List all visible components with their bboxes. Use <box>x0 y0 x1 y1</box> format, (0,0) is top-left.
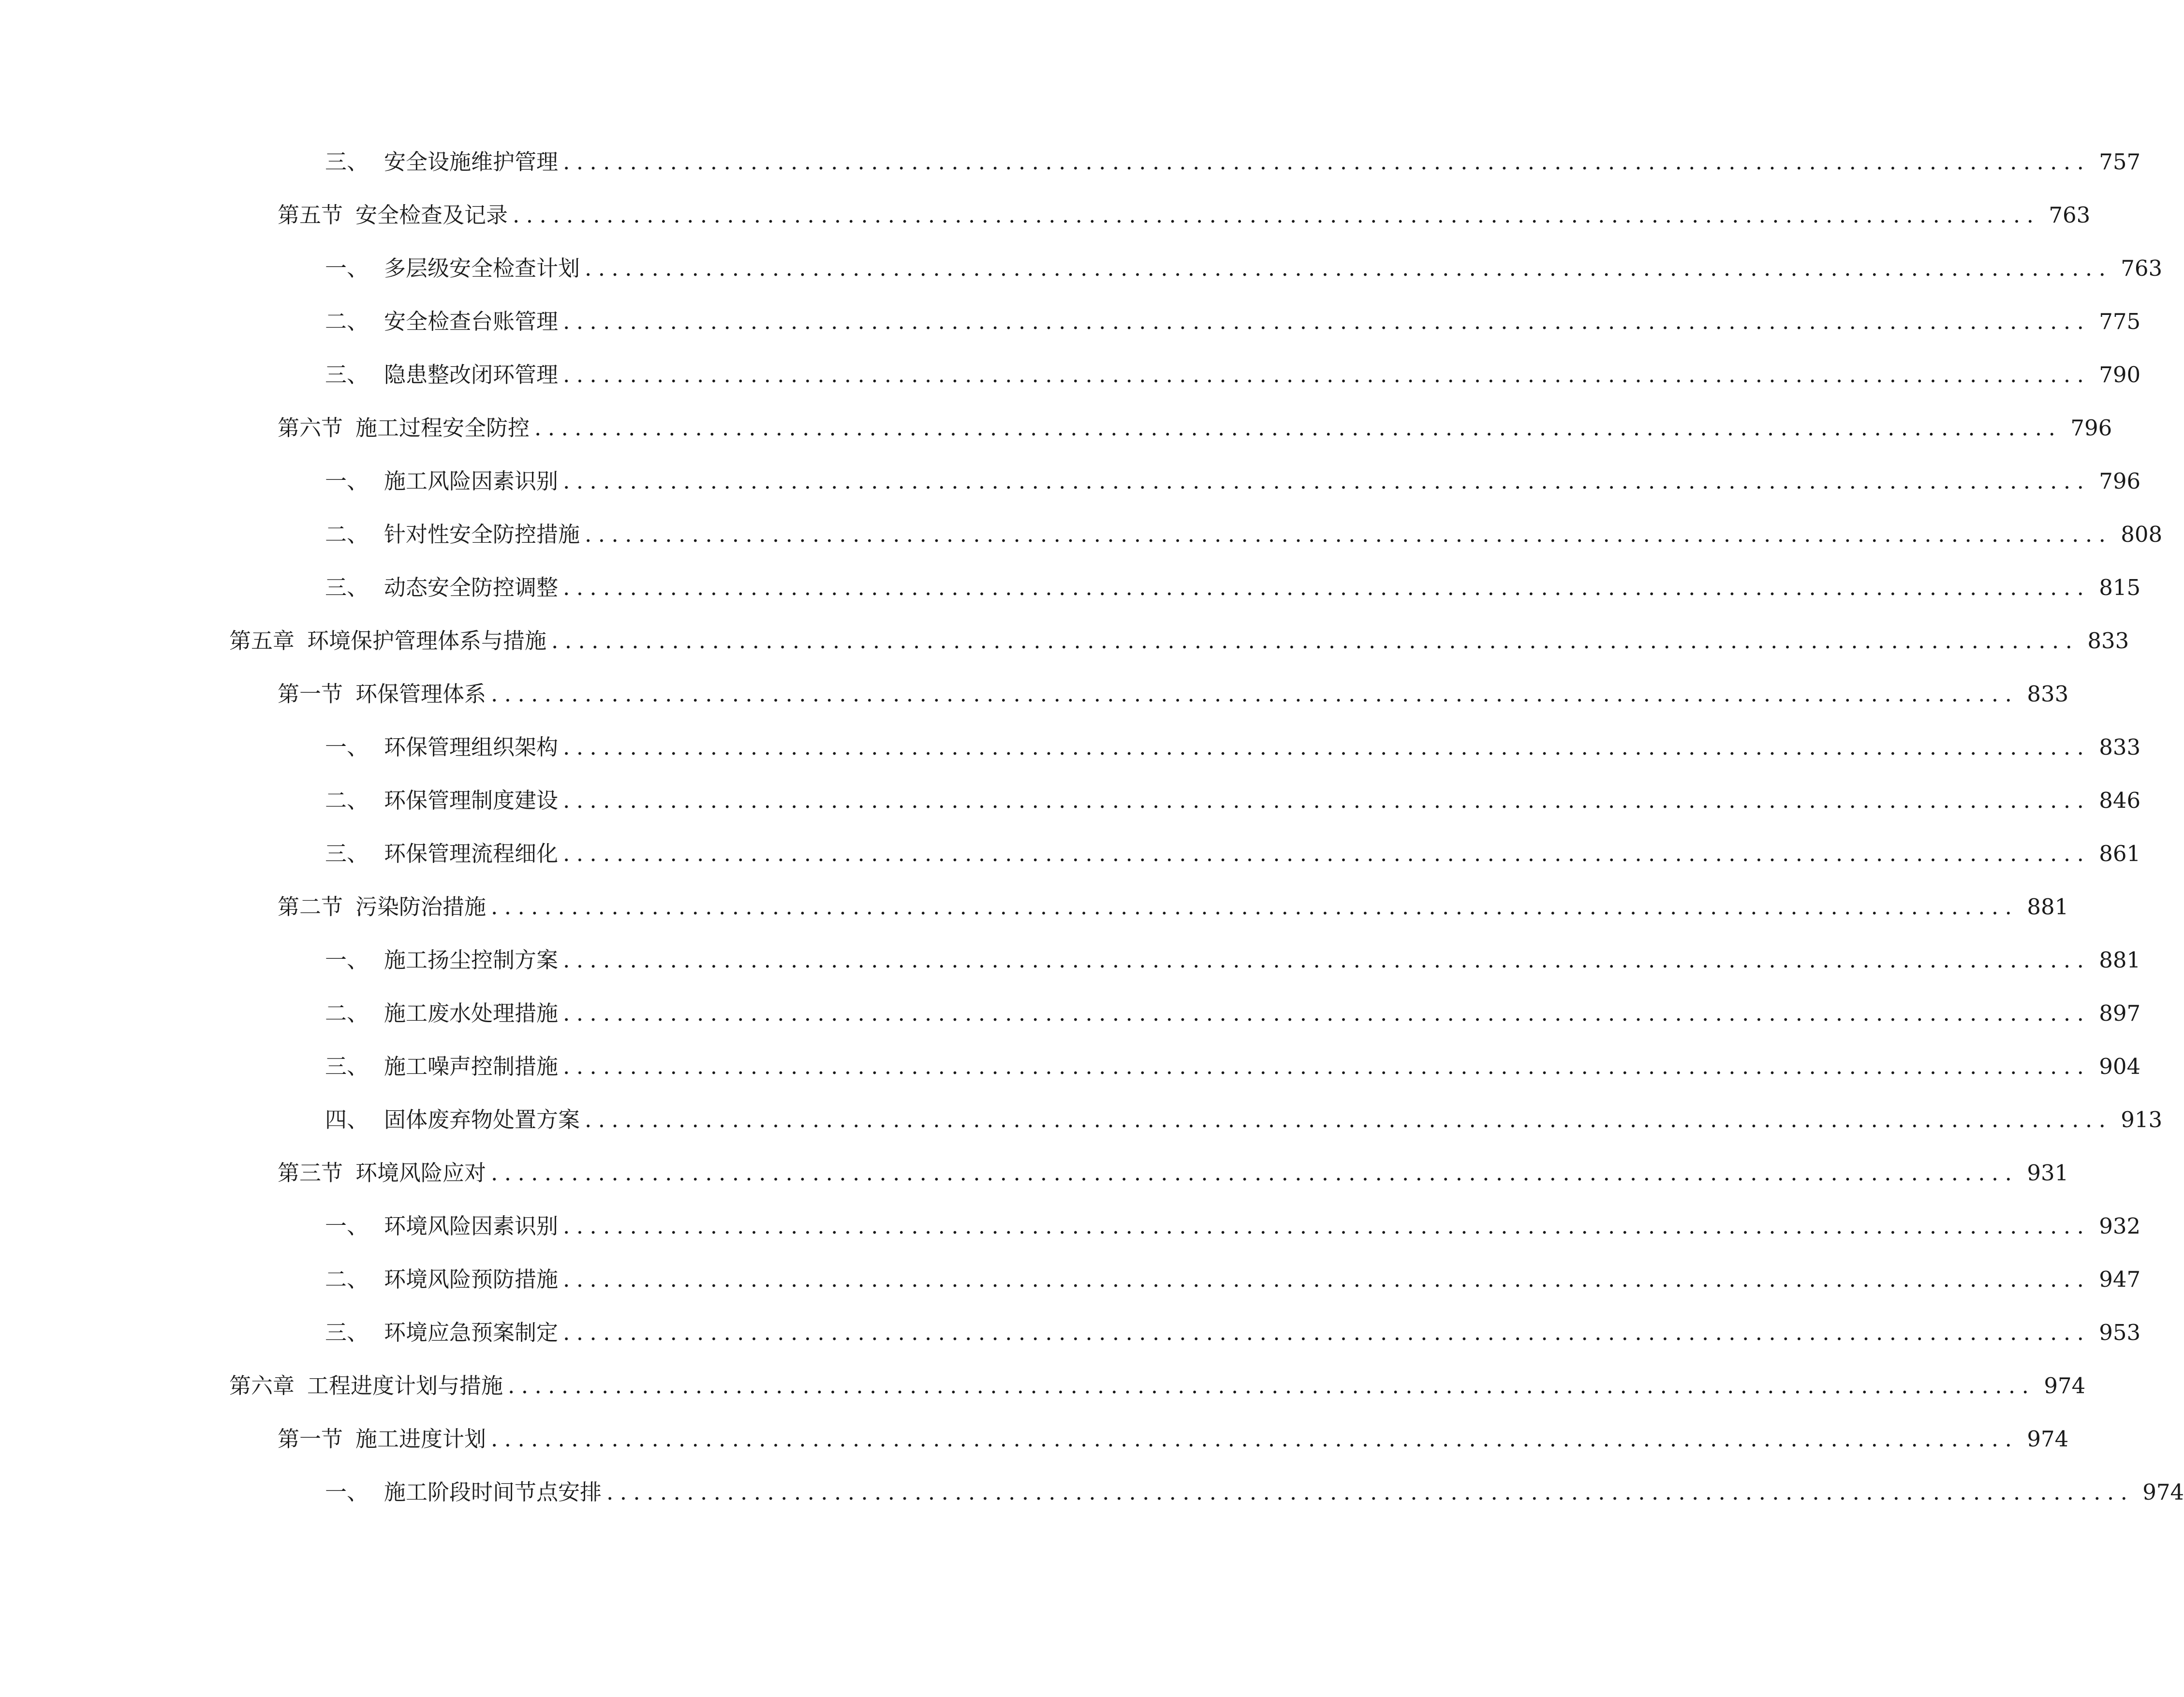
toc-chapter-environmental-protection[interactable] <box>229 622 2129 660</box>
toc-entry-title: 施工过程安全防控 <box>355 415 530 441</box>
toc-section-construction-schedule[interactable] <box>278 1420 2069 1459</box>
toc-entry-title: 固体废弃物处置方案 <box>384 1107 580 1132</box>
toc-entry-inspection-ledger[interactable] <box>325 302 2141 341</box>
toc-entry-title: 施工扬尘控制方案 <box>384 947 559 973</box>
toc-entry-title: 隐患整改闭环管理 <box>384 362 559 387</box>
dot-leader: .................................................................................................................. <box>585 521 2112 547</box>
toc-entry-number: 四、 <box>325 1107 369 1132</box>
toc-entry-page: 904 <box>2099 1054 2141 1079</box>
toc-entry-number: 第二节 <box>278 894 343 920</box>
toc-entry-number: 三、 <box>325 362 369 387</box>
toc-section-env-management-system[interactable] <box>278 675 2069 714</box>
toc-entry-page: 897 <box>2099 1000 2141 1026</box>
toc-entry-number: 一、 <box>325 1213 369 1239</box>
toc-entry-title: 施工阶段时间节点安排 <box>384 1479 602 1505</box>
dot-leader: .................................................................................................................. <box>491 1426 2019 1452</box>
toc-entry-number: 二、 <box>325 1000 369 1026</box>
toc-entry-number: 三、 <box>325 1054 369 1079</box>
toc-entry-title: 环保管理体系 <box>355 681 487 707</box>
dot-leader: .................................................................................................................. <box>534 415 2062 441</box>
dot-leader: .................................................................................................................. <box>563 1266 2091 1292</box>
dot-leader: .................................................................................................................. <box>563 309 2091 334</box>
dot-leader: .................................................................................................................. <box>585 1107 2112 1132</box>
toc-entry-title: 针对性安全防控措施 <box>384 521 580 547</box>
toc-entry-number: 三、 <box>325 149 369 175</box>
toc-entry-page: 796 <box>2099 468 2141 494</box>
dot-leader: .................................................................................................................. <box>563 362 2091 387</box>
dot-leader: .................................................................................................................. <box>563 947 2091 973</box>
toc-section-safety-inspection[interactable] <box>278 196 2091 235</box>
toc-entry-page: 881 <box>2099 947 2141 973</box>
toc-entry-hazard-rectification[interactable] <box>325 356 2141 394</box>
toc-entry-dynamic-safety-adjustment[interactable] <box>325 568 2141 607</box>
toc-entry-number: 一、 <box>325 734 369 760</box>
dot-leader: .................................................................................................................. <box>606 1479 2134 1505</box>
toc-entry-page: 953 <box>2099 1320 2141 1345</box>
dot-leader: .................................................................................................................. <box>563 1213 2091 1239</box>
toc-entry-title: 环境应急预案制定 <box>384 1320 559 1345</box>
toc-entry-page: 861 <box>2099 841 2141 866</box>
dot-leader: .................................................................................................................. <box>491 894 2019 920</box>
toc-entry-env-process[interactable] <box>325 834 2141 873</box>
toc-entry-page: 974 <box>2027 1426 2069 1452</box>
toc-entry-number: 一、 <box>325 1479 369 1505</box>
toc-entry-title: 动态安全防控调整 <box>384 575 559 600</box>
dot-leader: .................................................................................................................. <box>563 1054 2091 1079</box>
toc-entry-env-risk-prevention[interactable] <box>325 1260 2141 1299</box>
toc-entry-page: 833 <box>2027 681 2069 707</box>
toc-entry-wastewater-treatment[interactable] <box>325 994 2141 1033</box>
toc-entry-env-org-structure[interactable] <box>325 728 2141 767</box>
toc-entry-page: 808 <box>2121 521 2163 547</box>
toc-entry-page: 775 <box>2099 309 2141 334</box>
toc-entry-page: 974 <box>2142 1479 2184 1505</box>
toc-entry-number: 二、 <box>325 309 369 334</box>
dot-leader: .................................................................................................................. <box>491 1160 2019 1186</box>
toc-entry-multilevel-inspection-plan[interactable] <box>325 249 2163 288</box>
toc-entry-title: 污染防治措施 <box>355 894 487 920</box>
toc-entry-solid-waste-disposal[interactable] <box>325 1101 2163 1139</box>
toc-entry-noise-control[interactable] <box>325 1047 2141 1086</box>
toc-entry-title: 环境保护管理体系与措施 <box>307 628 547 654</box>
toc-entry-number: 一、 <box>325 255 369 281</box>
toc-entry-page: 833 <box>2099 734 2141 760</box>
toc-entry-title: 工程进度计划与措施 <box>307 1373 503 1399</box>
dot-leader: .................................................................................................................. <box>563 575 2091 600</box>
toc-entry-page: 763 <box>2049 202 2091 228</box>
dot-leader: .................................................................................................................. <box>563 734 2091 760</box>
dot-leader: .................................................................................................................. <box>563 788 2091 813</box>
toc-entry-page: 763 <box>2121 255 2163 281</box>
toc-entry-title: 环保管理组织架构 <box>384 734 559 760</box>
toc-entry-title: 环境风险预防措施 <box>384 1266 559 1292</box>
toc-entry-construction-risk-identification[interactable] <box>325 462 2141 501</box>
toc-entry-page: 932 <box>2099 1213 2141 1239</box>
toc-entry-title: 多层级安全检查计划 <box>384 255 580 281</box>
dot-leader: .................................................................................................................. <box>563 1000 2091 1026</box>
toc-section-construction-safety-control[interactable] <box>278 409 2112 447</box>
dot-leader: .................................................................................................................. <box>551 628 2079 654</box>
toc-entry-title: 安全设施维护管理 <box>384 149 559 175</box>
toc-entry-number: 二、 <box>325 521 369 547</box>
toc-entry-number: 三、 <box>325 575 369 600</box>
toc-entry-title: 环境风险应对 <box>355 1160 487 1186</box>
toc-entry-page: 881 <box>2027 894 2069 920</box>
toc-entry-page: 796 <box>2070 415 2112 441</box>
toc-entry-page: 947 <box>2099 1266 2141 1292</box>
toc-entry-safety-facility-maintenance[interactable] <box>325 143 2141 181</box>
dot-leader: .................................................................................................................. <box>563 149 2091 175</box>
dot-leader: .................................................................................................................. <box>563 1320 2091 1345</box>
toc-entry-number: 一、 <box>325 947 369 973</box>
toc-entry-env-risk-identification[interactable] <box>325 1207 2141 1246</box>
toc-entry-page: 931 <box>2027 1160 2069 1186</box>
dot-leader: .................................................................................................................. <box>491 681 2019 707</box>
toc-entry-page: 815 <box>2099 575 2141 600</box>
toc-entry-number: 第五节 <box>278 202 343 228</box>
toc-entry-title: 施工噪声控制措施 <box>384 1054 559 1079</box>
toc-entry-dust-control[interactable] <box>325 941 2141 980</box>
toc-entry-number: 三、 <box>325 1320 369 1345</box>
toc-entry-number: 一、 <box>325 468 369 494</box>
toc-entry-page: 833 <box>2087 628 2129 654</box>
toc-entry-page: 757 <box>2099 149 2141 175</box>
toc-entry-page: 790 <box>2099 362 2141 387</box>
dot-leader: .................................................................................................................. <box>585 255 2112 281</box>
toc-entry-page: 974 <box>2044 1373 2086 1399</box>
toc-entry-number: 第六节 <box>278 415 343 441</box>
toc-section-env-risk-response[interactable] <box>278 1154 2069 1192</box>
dot-leader: .................................................................................................................. <box>563 468 2091 494</box>
toc-entry-env-emergency-plan[interactable] <box>325 1313 2141 1352</box>
dot-leader: .................................................................................................................. <box>508 1373 2036 1399</box>
toc-entry-page: 913 <box>2121 1107 2163 1132</box>
toc-chapter-schedule-plan[interactable] <box>229 1367 2086 1405</box>
toc-section-pollution-prevention[interactable] <box>278 888 2069 926</box>
toc-entry-number: 三、 <box>325 841 369 866</box>
toc-entry-phase-milestones[interactable] <box>325 1473 2184 1512</box>
toc-entry-title: 施工进度计划 <box>355 1426 487 1452</box>
toc-entry-targeted-safety-measures[interactable] <box>325 515 2163 554</box>
toc-entry-number: 第一节 <box>278 681 343 707</box>
toc-entry-title: 环境风险因素识别 <box>384 1213 559 1239</box>
toc-entry-env-regulations[interactable] <box>325 781 2141 820</box>
toc-entry-title: 安全检查台账管理 <box>384 309 559 334</box>
toc-entry-title: 环保管理制度建设 <box>384 788 559 813</box>
toc-entry-page: 846 <box>2099 788 2141 813</box>
dot-leader: .................................................................................................................. <box>563 841 2091 866</box>
toc-entry-number: 第一节 <box>278 1426 343 1452</box>
toc-entry-title: 安全检查及记录 <box>355 202 508 228</box>
toc-entry-title: 施工风险因素识别 <box>384 468 559 494</box>
toc-entry-title: 环保管理流程细化 <box>384 841 559 866</box>
toc-entry-number: 第五章 <box>229 628 295 654</box>
toc-entry-number: 二、 <box>325 1266 369 1292</box>
dot-leader: .................................................................................................................. <box>513 202 2040 228</box>
toc-entry-number: 第六章 <box>229 1373 295 1399</box>
toc-entry-number: 第三节 <box>278 1160 343 1186</box>
toc-entry-number: 二、 <box>325 788 369 813</box>
toc-entry-title: 施工废水处理措施 <box>384 1000 559 1026</box>
